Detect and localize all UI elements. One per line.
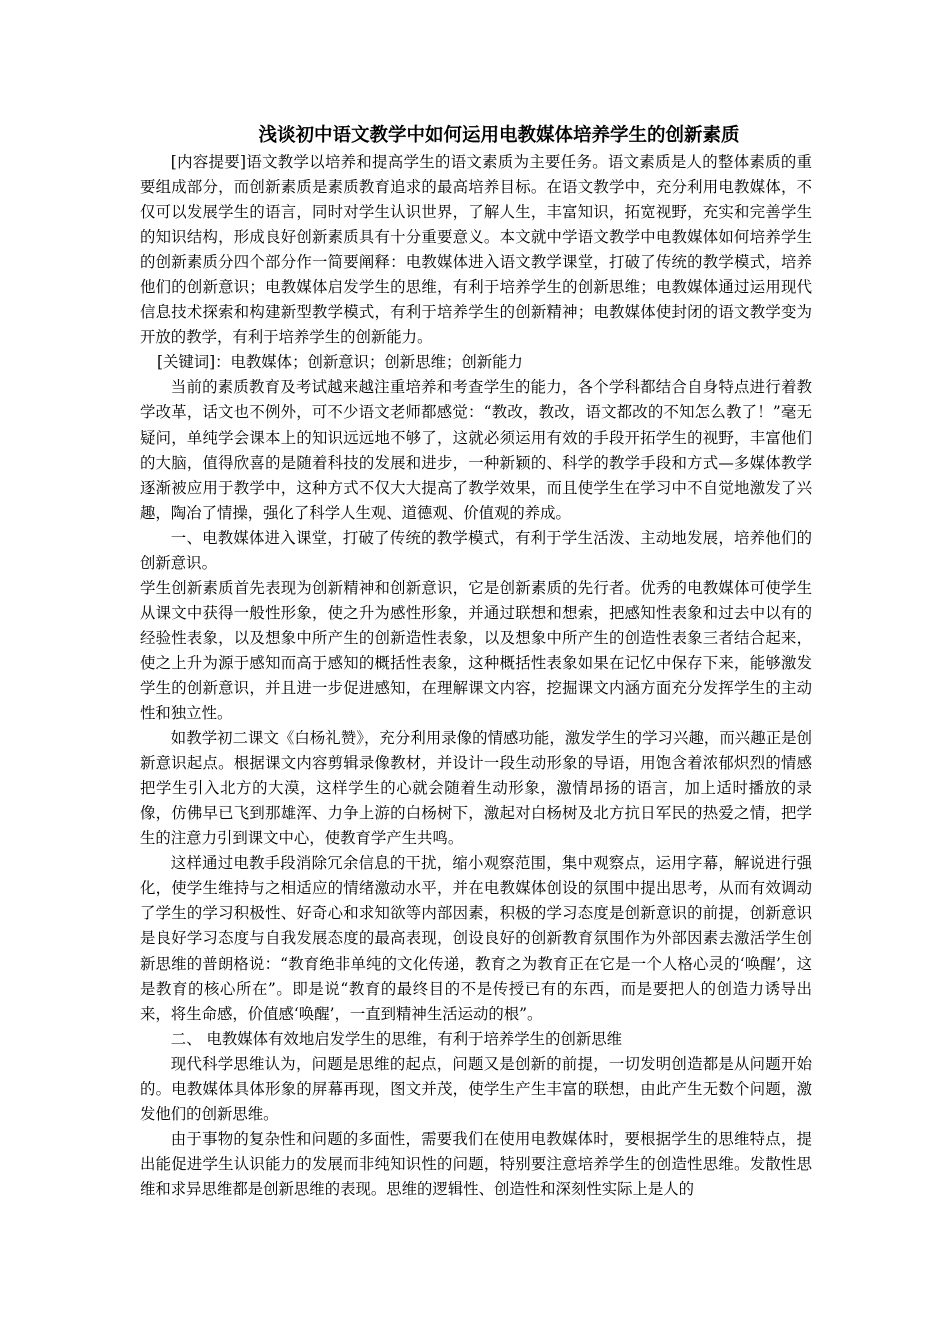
document-page: [140, 122, 812, 1202]
body-paragraph: 学生创新素质首先表现为创新精神和创新意识，它是创新素质的先行者。优秀的电教媒体可使学生从课文中获得一般性形象，使之升为感性形象，并通过联想和想索，把感知性表象和过去中以有的经验性表象，以及想象中所产生的创新造性表象，以及想象中所产生的创造性表象三者结合起来，使之上升为源于感知而高于感知的概括性表象，这种概括性表象如果在记忆中保存下来，能够激发学生的创新意识，并且进一步促进感知，在理解课文内容，挖掘课文内涵方面充分发挥学生的主动性和独立性。: [140, 578, 812, 723]
body-paragraph: 当前的素质教育及考试越来越注重培养和考查学生的能力，各个学科都结合自身特点进行着教学改革，话文也不例外，可不少语文老师都感觉：“教改，教改，语文都改的不知怎么教了！”毫无疑问，单纯学会课本上的知识远远地不够了，这就必须运用有效的手段开拓学生的视野，丰富他们的大脑，值得欣喜的是随着科技的发展和进步，一种新颖的、科学的教学手段和方式—多媒体教学逐渐被应用于教学中，这种方式不仅大大提高了教学效果，而且使学生在学习中不自觉地激发了兴趣，陶冶了情操，强化了科学人生观、道德观、价值观的养成。: [140, 378, 812, 522]
body-paragraph: 现代科学思维认为，问题是思维的起点，问题又是创新的前提，一切发明创造都是从问题开始的。电教媒体具体形象的屏幕再现，图文并茂，使学生产生丰富的联想，由此产生无数个问题，激发他们的创新思维。: [140, 1054, 812, 1123]
abstract-paragraph: [内容提要]语文教学以培养和提高学生的语文素质为主要任务。语文素质是人的整体素质的重要组成部分，而创新素质是素质教育追求的最高培养目标。在语文教学中，充分利用电教媒体，不仅可以发展学生的语言，同时对学生认识世界，了解人生，丰富知识，拓宽视野，充实和完善学生的知识结构，形成良好创新素质具有十分重要意义。本文就中学语文教学中电教媒体如何培养学生的创新素质分四个部分作一简要阐释：电教媒体进入语文教学课堂，打破了传统的教学模式，培养他们的创新意识；电教媒体启发学生的思维，有利于培养学生的创新思维；电教媒体通过运用现代信息技术探索和构建新型教学模式，有利于培养学生的创新精神；电教媒体使封闭的语文教学变为开放的教学，有利于培养学生的创新能力。: [140, 153, 812, 347]
body-paragraph: 如教学初二课文《白杨礼赞》，充分利用录像的情感功能，激发学生的学习兴趣，而兴趣正是创新意识起点。根据课文内容剪辑录像教材，并设计一段生动形象的导语，用饱含着浓郁炽烈的情感把学生引入北方的大漠，这样学生的心就会随着生动形象，激情昂扬的语言，加上适时播放的录像，仿佛早已飞到那雄浑、力争上游的白杨树下，激起对白杨树及北方抗日军民的热爱之情，把学生的注意力引到课文中心，使教育学产生共鸣。: [140, 729, 812, 848]
section-heading-1: 一、电教媒体进入课堂，打破了传统的教学模式，有利于学生活泼、主动地发展，培养他们的创新意识。: [140, 528, 812, 572]
body-paragraph: 这样通过电教手段消除冗余信息的干扰，缩小观察范围，集中观察点，运用字幕，解说进行强化，使学生维持与之相适应的情绪激动水平，并在电教媒体创设的氛围中提出思考，从而有效调动了学生的学习积极性、好奇心和求知欲等内部因素，积极的学习态度是创新意识的前提，创新意识是良好学习态度与自我发展态度的最高表现，创设良好的创新教育氛围作为外部因素去激活学生创新思维的普朗格说：“教育绝非单纯的文化传递，教育之为教育正在它是一个人格心灵的‘唤醒’，这是教育的核心所在”。即是说“教育的最终目的不是传授已有的东西，而是要把人的创造力诱导出来，将生命感，价值感‘唤醒’，一直到精神生活运动的根”。: [140, 854, 812, 1023]
section-heading-2: 二、 电教媒体有效地启发学生的思维，有利于培养学生的创新思维: [170, 1029, 623, 1048]
keywords-paragraph: [关键词]：电教媒体；创新意识；创新思维；创新能力: [156, 353, 523, 372]
document-title: 浅谈初中语文教学中如何运用电教媒体培养学生的创新素质: [258, 125, 740, 146]
body-paragraph: 由于事物的复杂性和问题的多面性，需要我们在使用电教媒体时，要根据学生的思维特点，提出能促进学生认识能力的发展而非纯知识性的问题，特别要注意培养学生的创造性思维。发散性思维和求异思维都是创新思维的表现。思维的逻辑性、创造性和深刻性实际上是人的: [140, 1129, 812, 1198]
